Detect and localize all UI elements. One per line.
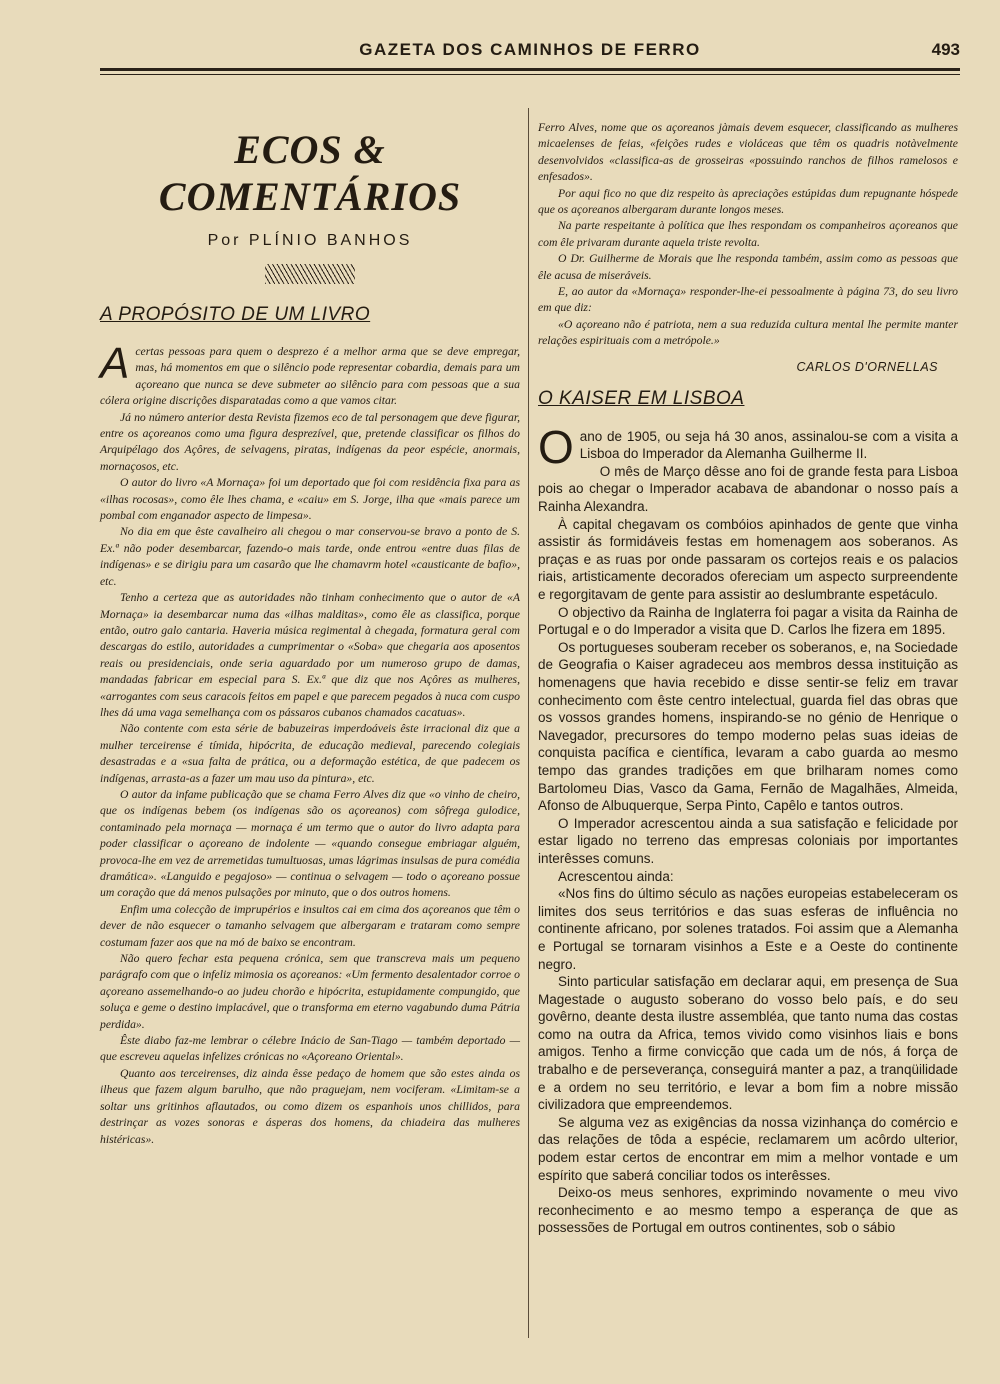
paragraph: Oano de 1905, ou seja há 30 anos, assinalou-se com a visita a Lisboa do Imperador da Alemanha Guilherme II. <box>538 420 958 473</box>
signature: CARLOS D'ORNELLAS <box>796 359 938 374</box>
right-column <box>538 120 958 1237</box>
page-number: 493 <box>931 40 960 59</box>
paragraph: Já no número anterior desta Revista fizemos eco de tal personagem que deve figurar, entre os açoreanos como uma figura desprezível, que, pretende classificar os filhos do Arquipélago dos Açôres, de selvagens, piratas, indígenas da peor espécie, anormais, mornaçosos, etc. <box>100 410 520 473</box>
section2-body <box>538 420 958 1237</box>
column-divider <box>528 108 529 1338</box>
header-thin-rule <box>100 74 960 75</box>
paragraph: No dia em que êste cavalheiro ali chegou o mar conservou-se bravo a ponto de S. Ex.ª não poder desembarcar, fazendo-o mais tarde, onde entrou «entre duas filas de indígenas» e se dirigiu para um casarão que lhe chamavrm hotel «causticante de bafio», etc. <box>100 525 520 588</box>
header-thick-rule <box>100 68 960 71</box>
running-header <box>100 38 960 64</box>
paragraph: Não quero fechar esta pequena crónica, sem que transcreva mais um pequeno parágrafo com que o infeliz mimosia os açoreanos: «Um fermento desalentador corroe o açoreano assemelhando-o ao judeu chorão e hipócrita, estupidamente compungido, que soluça e geme o destino implacável, que o transforma em eterno vagabundo duma Pátria perdida». <box>100 952 520 1031</box>
section-heading: A PROPÓSITO DE UM LIVRO <box>100 304 371 325</box>
paragraph: Sinto particular satisfação em declarar aqui, em presença de Sua Magestade o augusto soberano do vosso belo país, e do seu govêrno, deante desta ilustre assembléa, que tanto numa das costas como na outra da Africa, temos vivido como visinhos liais e bons amigos. Tenho a firme convicção que cada um de nós, á força de trabalho e de perseverança, conseguirá manter a paz, a tranqüilidade e a ordem no seu território, e levar a bom fim a nobre missão civilizadora que empreendemos. <box>538 974 958 1113</box>
paragraph: Tenho a certeza que as autoridades não tinham conhecimento que o autor de «A Mornaça» ia desembarcar numa das «ilhas malditas», como êle as classifica, porque então, outro galo cantaria. Haveria música regimental à chegada, formatura geral com descargas do estilo, autoridades a cumprimentar o «Soba» que chegaria aos aposentos reais ou presidenciais, onde seria aguardado por um numeroso grupo de damas, mandadas fabricar em especial para S. Ex.ª que diz que nos Açôres as mulheres, «arrogantes com seus caracois feitos em papel e que parecem pegados à nuca com cuspo lhes dá uma vaga semelhança com os pássaros cubanos chamados cacatuas». <box>100 591 520 719</box>
paragraph: O Dr. Guilherme de Morais que lhe responda também, assim como as pessoas que êle acusa de miseráveis. <box>538 252 958 282</box>
paragraph: Na parte respeitante à política que lhes respondam os companheiros açoreanos que com êle privaram durante aquela triste revolta. <box>538 219 958 249</box>
paragraph: O autor do livro «A Mornaça» foi um deportado que foi com residência fixa para as «ilhas rocosas», como êle lhes chama, e «caiu» em S. Jorge, ilha que «mais parece um pombal com enganador aspecto de limpesa». <box>100 476 520 523</box>
paragraph: O mês de Março dêsse ano foi de grande festa para Lisboa pois ao chegar o Imperador acabava de abandonar o nosso país a Rainha Alexandra. <box>538 463 958 515</box>
paragraph: Ferro Alves, nome que os açoreanos jàmais devem esquecer, classificando as mulheres micaelenses de feias, «feições rudes e violáceas que têm os quadris notàvelmente desenvolvidos «classifica-as de grosseiras «possuindo ranchos de filhos ramelosos e enfesados». <box>538 121 958 184</box>
paragraph: «O açoreano não é patriota, nem a sua reduzida cultura mental lhe permite manter relações espirituais com a metrópole.» <box>538 317 958 348</box>
paragraph: Se alguma vez as exigências da nossa vizinhança do comércio e das relações de tôda a espécie, reclamarem um acôrdo ulterior, podem estar certos de encontrar em mim a melhor vontade e um espírito que saberá conciliar todos os interêsses. <box>538 1114 958 1183</box>
paragraph: «Nos fins do último século as nações europeias estabeleceram os limites dos seus territórios e das suas esferas de influência no continente africano, por solenes tratados. Foi assim que a Alemanha e Portugal se tornaram visinhos a Este e a Oeste do continente negro. <box>538 886 958 972</box>
paragraph: E, ao autor da «Mornaça» responder-lhe-ei pessoalmente à página 73, do seu livro em que diz: <box>538 285 958 315</box>
paragraph: O objectivo da Rainha de Inglaterra foi pagar a visita da Rainha de Portugal e o do Imperador a visita que D. Carlos lhe fizera em 1895. <box>538 604 958 638</box>
section-heading: O KAISER EM LISBOA <box>538 387 745 409</box>
paragraph: Os portugueses souberam receber os soberanos, e, na Sociedade de Geografia o Kaiser agradeceu aos membros dessa instituição as homenagens que havia recebido e disse sentir-se feliz em travar conhecimento com êste centro intelectual, guarda fiel das obras que os vossos grandes homens, inspirando-se no génio de Henrique o Navegador, precursores do tempo moderno pelas suas ideias de conquista pacífica e científica, levaram a cabo guarda ao mesmo tempo das grandes tradições em que brilharam nomes como Bartolomeu Dias, Vasco da Gama, Fernão de Magalhães, Almeida, Afonso de Albuquerque, Serpa Pinto, Capêlo e tantos outros. <box>538 639 958 814</box>
paragraph: Êste diabo faz-me lembrar o célebre Inácio de San-Tiago — também deportado — que escreveu aquelas infelizes crónicas no «Açoreano Oriental». <box>100 1034 520 1064</box>
publication-title: GAZETA DOS CAMINHOS DE FERRO <box>359 40 701 59</box>
left-column <box>100 120 520 1148</box>
drop-cap: A <box>100 339 130 388</box>
article-title: ECOS & COMENTÁRIOS <box>158 127 462 219</box>
paragraph: Por aqui fico no que diz respeito às apreciações estúpidas dum repugnante hóspede que os açoreanos albergaram durante longos meses. <box>538 186 958 217</box>
paragraph: Acertas pessoas para quem o desprezo é a melhor arma que se deve empregar, mas, há momentos em que o silêncio pode representar cobardia, demais para um açoreano que nunca se deve submeter ao silêncio para com pessoas que a sua cólera origine discrições disparatadas como a que vamos citar. <box>100 339 520 408</box>
section1-body <box>100 339 520 1148</box>
article-byline: Por PLÍNIO BANHOS <box>207 232 413 249</box>
drop-cap: O <box>538 420 574 473</box>
paragraph: Deixo-os meus senhores, exprimindo novamente o meu vivo reconhecimento e ao mesmo tempo a esperança de que as possessões de Portugal em outros continentes, sob o sábio <box>538 1185 958 1236</box>
paragraph: Não contente com esta série de babuzeiras imperdoáveis êste irracional diz que a mulher terceirense é tímida, hipócrita, de educação medieval, parecendo colegiais desastradas e a «sua falta de prática, ou a deformação estética, de que padecem os indígenas, arrasta-as a fazer um mau uso da pintura», etc. <box>100 722 520 785</box>
paragraph: O autor da infame publicação que se chama Ferro Alves diz que «o vinho de cheiro, que os indígenas bebem (os indígenas são os açoreanos) com sôfrega gulodice, contaminado pela mornaça — mornaça é um termo que o autor do livro adapta para poder classificar o açoreano de indolente — «quando consegue embriagar alguém, provoca-lhe em vez de arremetidas tumultuosas, umas lágrimas insulsas de pura comédia dramática». «Languido e pegajoso» — continua o selvagem — todo o açoreano possue um coração que dá menos pulsações por minuto, que o dos outros homens. <box>100 787 520 900</box>
hatched-ornament <box>265 264 355 284</box>
section1-continued <box>538 120 958 350</box>
paragraph: À capital chegavam os combóios apinhados de gente que vinha assistir ás formidáveis festas em homenagem aos soberanos. As praças e as ruas por onde passaram os cortejos reais e os palacios riais, artisticamente decorados ofereciam um aspecto surpreendente e regorgitavam de gente para assistir ao deslumbrante espetáculo. <box>538 516 958 603</box>
paragraph: Quanto aos terceirenses, diz ainda êsse pedaço de homem que são estes ainda os ilheus que fazem algum barulho, que não praguejam, nem vociferam. «Limitam-se a soltar uns gritinhos aflautados, ou como dizem os espanhois unos chillidos, para destrinçar as vozes sonoras e ásperas dos homens, da chiadeira das mulheres histéricas». <box>100 1066 520 1146</box>
paragraph: O Imperador acrescentou ainda a sua satisfação e felicidade por estar ligado no terreno das empresas coloniais por importantes interêsses comuns. <box>538 815 958 866</box>
paragraph: Acrescentou ainda: <box>558 868 674 884</box>
paragraph: Enfim uma colecção de imprupérios e insultos cai em cima dos açoreanos que têm o dever de não esquecer o tamanho selvagem que albergaram e trataram como sempre costumam fazer aos que na mó de baixo se encontram. <box>100 902 520 949</box>
